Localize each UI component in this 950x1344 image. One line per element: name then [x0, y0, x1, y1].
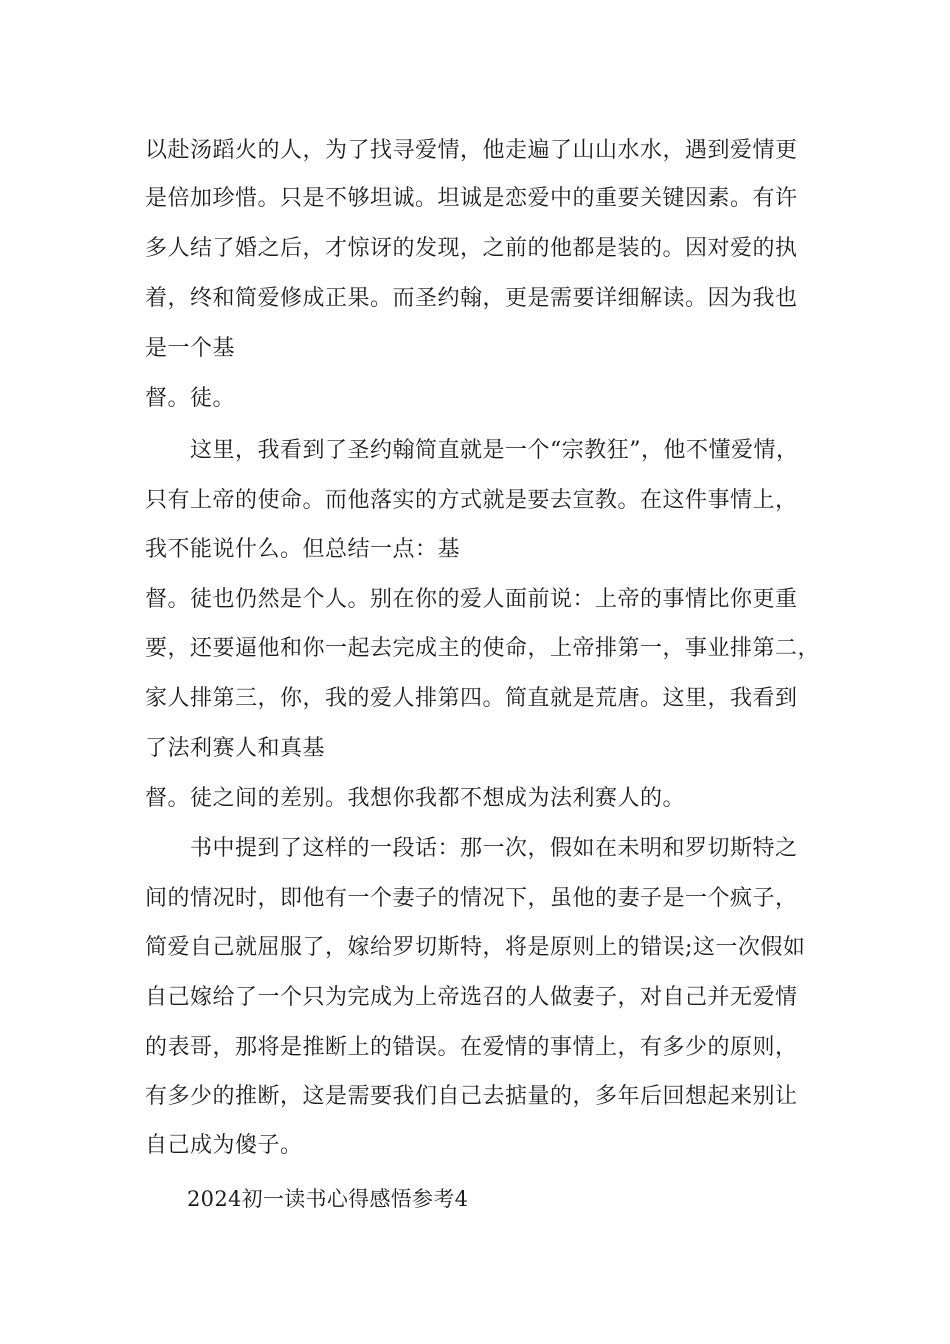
paragraph-line: 多人结了婚之后，才惊讶的发现，之前的他都是装的。因对爱的执	[145, 236, 798, 261]
paragraph-line: 只有上帝的使命。而他落实的方式就是要去宣教。在这件事情上，	[145, 488, 798, 513]
paragraph-line: 督。徒之间的差别。我想你我都不想成为法利赛人的。	[145, 786, 686, 811]
paragraph-line: 这里，我看到了圣约翰简直就是一个“宗教狂”，他不懂爱情，	[190, 438, 799, 463]
paragraph-line: 是倍加珍惜。只是不够坦诚。坦诚是恋爱中的重要关键因素。有许	[145, 186, 798, 211]
section-heading: 2024初一读书心得感悟参考4	[187, 1187, 469, 1211]
paragraph-line: 简爱自己就屈服了，嫁给罗切斯特，将是原则上的错误;这一次假如	[145, 935, 806, 960]
paragraph-line: 书中提到了这样的一段话：那一次，假如在未明和罗切斯特之	[190, 836, 798, 861]
paragraph-line: 的表哥，那将是推断上的错误。在爱情的事情上，有多少的原则，	[145, 1035, 798, 1060]
paragraph-line: 是一个基	[145, 336, 236, 361]
paragraph-line: 着，终和简爱修成正果。而圣约翰，更是需要详细解读。因为我也	[145, 286, 798, 311]
paragraph-line: 有多少的推断，这是需要我们自己去掂量的，多年后回想起来别让	[145, 1084, 798, 1109]
paragraph-line: 督。徒也仍然是个人。别在你的爱人面前说：上帝的事情比你更重	[145, 587, 798, 612]
paragraph-line: 家人排第三，你，我的爱人排第四。简直就是荒唐。这里，我看到	[145, 686, 798, 711]
paragraph-line: 我不能说什么。但总结一点：基	[145, 537, 461, 562]
paragraph-line: 自己嫁给了一个只为完成为上帝选召的人做妻子，对自己并无爱情	[145, 985, 798, 1010]
paragraph-line: 以赴汤蹈火的人，为了找寻爱情，他走遍了山山水水，遇到爱情更	[145, 138, 798, 163]
paragraph-line: 要，还要逼他和你一起去完成主的使命，上帝排第一，事业排第二，	[145, 636, 821, 661]
paragraph-line: 督。徒。	[145, 386, 236, 411]
paragraph-line: 了法利赛人和真基	[145, 736, 326, 761]
paragraph-line: 间的情况时，即他有一个妻子的情况下，虽他的妻子是一个疯子，	[145, 886, 798, 911]
paragraph-line: 自己成为傻子。	[145, 1133, 303, 1158]
